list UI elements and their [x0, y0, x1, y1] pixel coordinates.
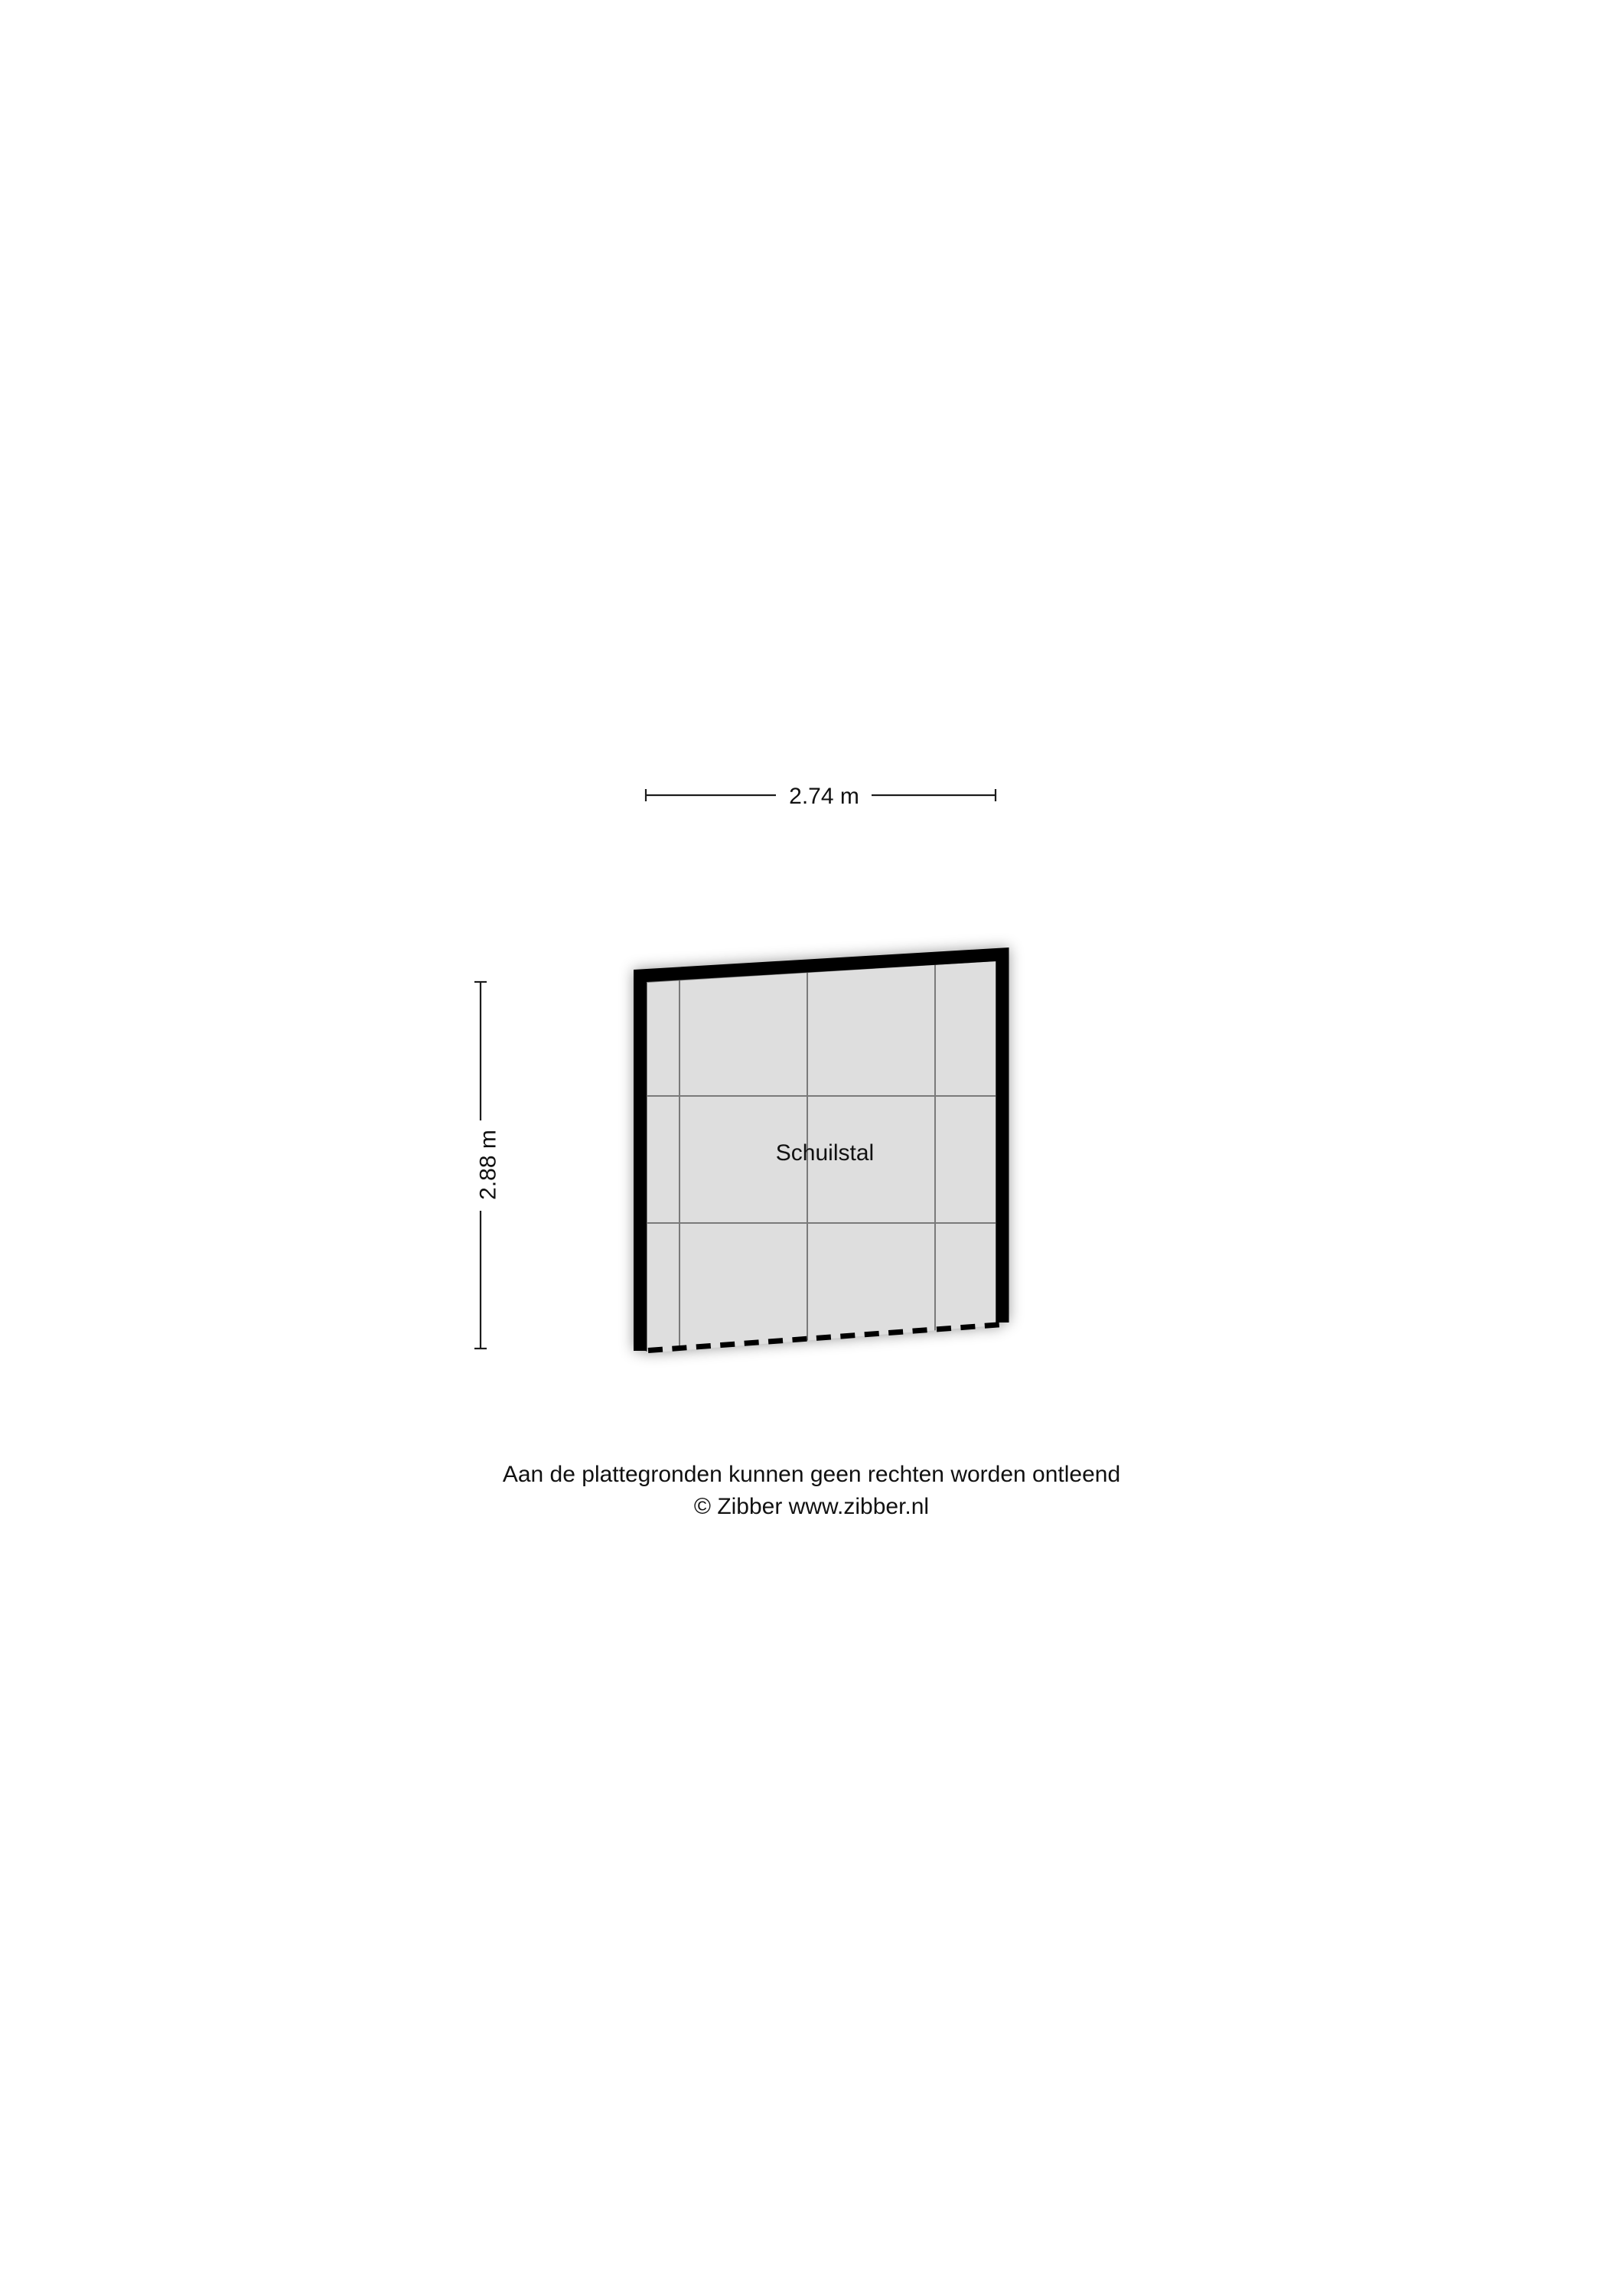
footer	[0, 1459, 1623, 1523]
copyright-text: © Zibber www.zibber.nl	[693, 1494, 930, 1519]
disclaimer-text: Aan de plattegronden kunnen geen rechten worden ontleend	[502, 1462, 1121, 1487]
dimension-height-label: 2.88 m	[475, 1130, 501, 1200]
dimension-width-label: 2.74 m	[789, 784, 859, 809]
dimension-width	[646, 784, 996, 809]
dimension-height	[474, 982, 501, 1349]
room-label: Schuilstal	[775, 1140, 875, 1166]
